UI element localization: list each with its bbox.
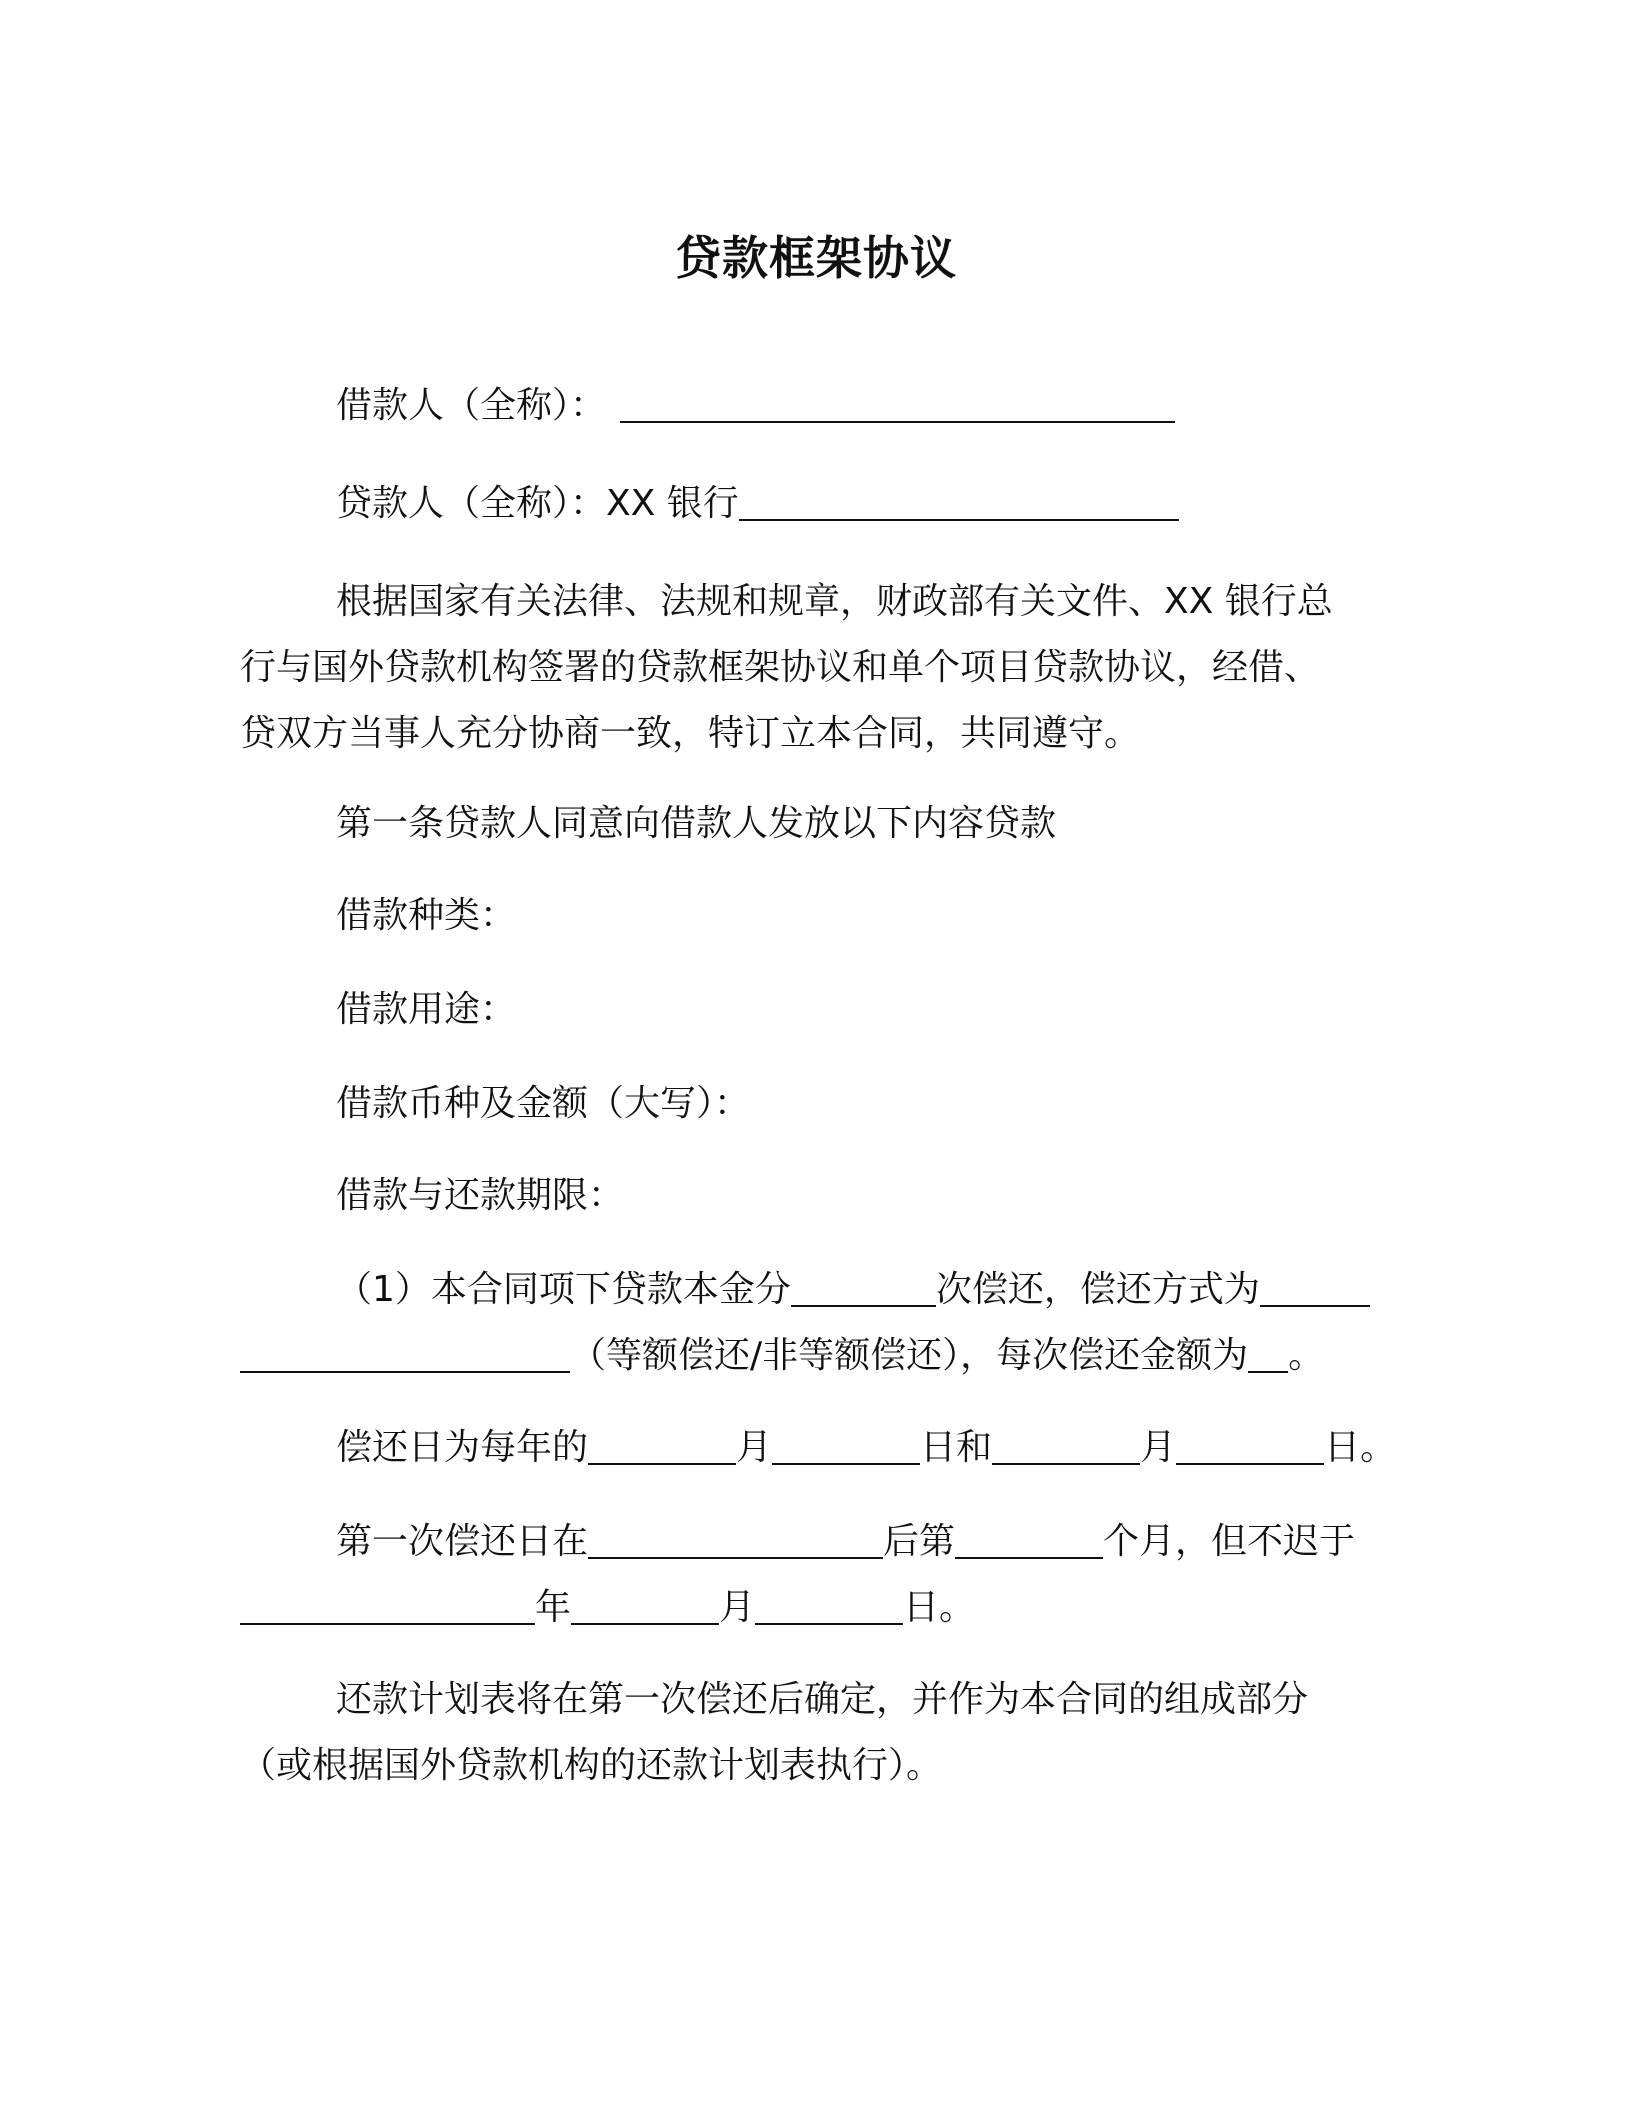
lender-label: 贷款人（全称）： (336, 483, 607, 524)
first-repay-event-blank[interactable] (588, 1523, 883, 1559)
repay-day-line (336, 1424, 1426, 1472)
unit-month-3: 月 (719, 1587, 756, 1628)
repay-day-prefix: 偿还日为每年的 (336, 1427, 589, 1468)
first-repay-months-blank[interactable] (955, 1523, 1103, 1559)
document-title: 贷款框架协议 (675, 231, 957, 285)
article1-heading: 第一条贷款人同意向借款人发放以下内容贷款 (336, 803, 1057, 844)
item1-line-2 (240, 1332, 1420, 1380)
first-repay-months: 个月，但不迟于 (1103, 1521, 1356, 1562)
unit-month-2: 月 (1140, 1427, 1177, 1468)
lender-name-blank[interactable] (739, 485, 1179, 521)
first-repay-after: 后第 (883, 1521, 956, 1562)
deadline-month-blank[interactable] (571, 1589, 719, 1625)
intro-line-3: 贷双方当事人充分协商一致，特订立本合同，共同遵守。 (240, 713, 1141, 754)
unit-month-1: 月 (736, 1427, 773, 1468)
item1-line2-mid: （等额偿还/非等额偿还），每次偿还金额为 (570, 1335, 1249, 1376)
first-repay-line-2 (240, 1584, 1420, 1632)
borrower-name-blank[interactable] (620, 387, 1175, 423)
loan-purpose-label: 借款用途： (336, 989, 517, 1030)
intro-line-1: 根据国家有关法律、法规和规章，财政部有关文件、XX 银行总 (336, 581, 1333, 622)
loan-type-label: 借款种类： (336, 895, 517, 936)
repay-day-end: 日。 (1324, 1427, 1397, 1468)
unit-year: 年 (535, 1587, 572, 1628)
item1-mid: 次偿还，偿还方式为 (935, 1269, 1260, 1310)
schedule-line-2: （或根据国外贷款机构的还款计划表执行）。 (240, 1745, 943, 1786)
repayment-method-blank[interactable] (1260, 1271, 1370, 1307)
installments-count-blank[interactable] (791, 1271, 936, 1307)
repay-month-1-blank[interactable] (588, 1429, 736, 1465)
deadline-year-blank[interactable] (240, 1589, 535, 1625)
installment-amount-blank[interactable] (1248, 1337, 1288, 1373)
first-repay-prefix: 第一次偿还日在 (336, 1521, 589, 1562)
repayment-method-blank-cont[interactable] (240, 1337, 570, 1373)
repay-day-and: 日和 (920, 1427, 993, 1468)
repay-month-2-blank[interactable] (992, 1429, 1140, 1465)
lender-value: XX 银行 (606, 483, 739, 524)
repay-day-1-blank[interactable] (772, 1429, 920, 1465)
date-end: 日。 (903, 1587, 976, 1628)
repay-day-2-blank[interactable] (1176, 1429, 1324, 1465)
deadline-day-blank[interactable] (755, 1589, 903, 1625)
intro-line-2: 行与国外贷款机构签署的贷款框架协议和单个项目贷款协议，经借、 (240, 647, 1321, 688)
borrower-line (336, 382, 1426, 430)
borrower-label: 借款人（全称）： (336, 385, 607, 426)
item1-prefix: （1）本合同项下贷款本金分 (336, 1269, 791, 1310)
first-repay-line-1 (336, 1518, 1426, 1566)
loan-currency-label: 借款币种及金额（大写）： (336, 1083, 751, 1124)
item1-line2-end: 。 (1288, 1335, 1325, 1376)
item1-line-1 (336, 1266, 1426, 1314)
lender-line (336, 480, 1426, 528)
loan-term-label: 借款与还款期限： (336, 1175, 625, 1216)
schedule-line-1: 还款计划表将在第一次偿还后确定，并作为本合同的组成部分 (336, 1679, 1309, 1720)
